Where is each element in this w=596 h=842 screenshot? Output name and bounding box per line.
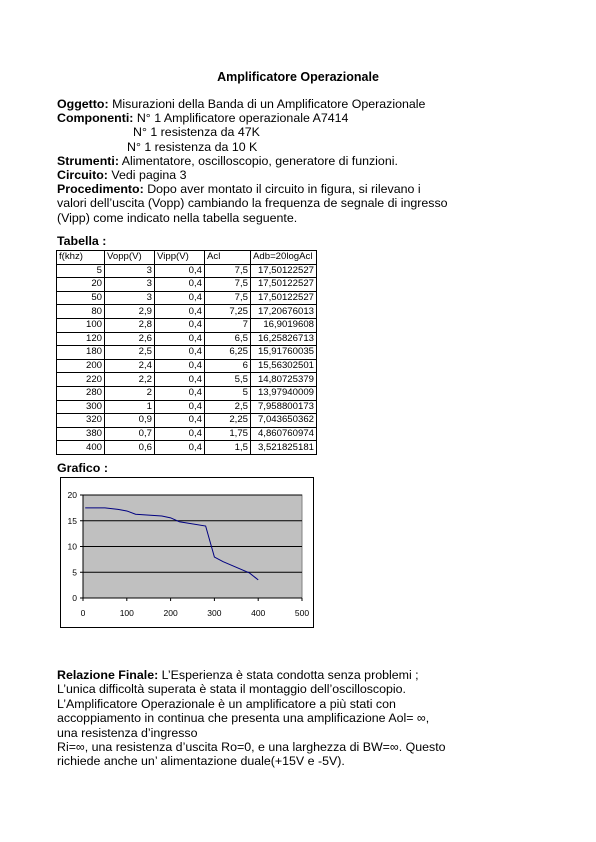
relazione-label: Relazione Finale: xyxy=(57,668,159,682)
circuito-line xyxy=(57,168,448,182)
table-cell: 5 xyxy=(205,386,251,400)
table-cell: 7,5 xyxy=(205,291,251,305)
table-cell: 7,25 xyxy=(205,305,251,319)
procedimento-line-3: (Vipp) come indicato nella tabella seguente. xyxy=(57,210,298,225)
table-row xyxy=(57,332,317,346)
table-cell: 0,4 xyxy=(155,332,205,346)
x-tick-label: 0 xyxy=(80,608,86,618)
table-cell: 120 xyxy=(57,332,105,346)
table-cell: 2,25 xyxy=(205,414,251,428)
y-tick-label: 5 xyxy=(72,567,77,578)
table-cell: 7,5 xyxy=(205,264,251,278)
table-cell: 50 xyxy=(57,291,105,305)
table-cell: 0,4 xyxy=(155,305,205,319)
table-cell: 16,25826713 xyxy=(251,332,317,346)
circuito-text: Vedi pagina 3 xyxy=(107,168,187,183)
relazione-line-1: L’unica difficoltà superata è stata il montaggio dell’oscilloscopio. xyxy=(57,682,406,697)
table-cell: 0,7 xyxy=(105,427,155,441)
table-cell: 3 xyxy=(105,291,155,305)
table-cell: 17,50122527 xyxy=(251,264,317,278)
table-cell: 80 xyxy=(57,305,105,319)
table-cell: 0,4 xyxy=(155,264,205,278)
table-row xyxy=(57,427,317,441)
table-cell: 1,75 xyxy=(205,427,251,441)
table-cell: 6 xyxy=(205,359,251,373)
table-cell: 2,4 xyxy=(105,359,155,373)
table-cell: 180 xyxy=(57,346,105,360)
table-row xyxy=(57,291,317,305)
header-section xyxy=(57,97,448,225)
procedimento-label: Procedimento: xyxy=(57,182,144,197)
table-cell: 16,9019608 xyxy=(251,318,317,332)
table-cell: 0,4 xyxy=(155,278,205,292)
table-cell: 0,4 xyxy=(155,386,205,400)
table-cell: 0,4 xyxy=(155,359,205,373)
x-tick-label: 300 xyxy=(207,608,222,618)
table-cell: 200 xyxy=(57,359,105,373)
table-header-cell: Vipp(V) xyxy=(155,251,205,265)
strumenti-label: Strumenti: xyxy=(57,153,119,168)
x-tick-label: 400 xyxy=(251,608,266,618)
relazione-line-6: richiede anche un’ alimentazione duale(+15V e -5V). xyxy=(57,754,345,769)
table-cell: 4,860760974 xyxy=(251,427,317,441)
procedimento-text: Dopo aver montato il circuito in figura, si rilevano i xyxy=(143,182,421,197)
x-tick-label: 200 xyxy=(163,608,178,618)
componenti-text: N° 1 Amplificatore operazionale A7414 xyxy=(133,111,349,126)
table-cell: 17,20676013 xyxy=(251,305,317,319)
table-cell: 2 xyxy=(105,386,155,400)
relazione-line-3: accoppiamento in continua che presenta una amplificazione Aol= ∞, xyxy=(57,711,430,726)
oggetto-line xyxy=(57,97,448,111)
table-cell: 400 xyxy=(57,441,105,455)
relazione-line xyxy=(57,668,446,682)
circuito-label: Circuito: xyxy=(57,168,108,183)
relazione-line-2: L’Amplificatore Operazionale è un amplificatore a più stati con xyxy=(57,696,396,711)
table-cell: 0,4 xyxy=(155,346,205,360)
table-row xyxy=(57,386,317,400)
table-cell: 0,9 xyxy=(105,414,155,428)
table-cell: 15,91760035 xyxy=(251,346,317,360)
table-row xyxy=(57,441,317,455)
table-cell: 13,97940009 xyxy=(251,386,317,400)
table-cell: 7,958800173 xyxy=(251,400,317,414)
table-cell: 5,5 xyxy=(205,373,251,387)
componenti-line xyxy=(57,111,448,125)
table-cell: 280 xyxy=(57,386,105,400)
table-cell: 2,6 xyxy=(105,332,155,346)
table-row xyxy=(57,346,317,360)
table-cell: 14,80725379 xyxy=(251,373,317,387)
table-cell: 0,6 xyxy=(105,441,155,455)
table-cell: 0,4 xyxy=(155,441,205,455)
table-cell: 2,8 xyxy=(105,318,155,332)
table-row xyxy=(57,264,317,278)
table-cell: 220 xyxy=(57,373,105,387)
chart-container xyxy=(60,477,314,628)
table-row xyxy=(57,305,317,319)
table-row xyxy=(57,359,317,373)
table-cell: 2,5 xyxy=(205,400,251,414)
table-row xyxy=(57,278,317,292)
table-cell: 0,4 xyxy=(155,318,205,332)
table-cell: 7 xyxy=(205,318,251,332)
x-tick-label: 100 xyxy=(119,608,134,618)
table-cell: 100 xyxy=(57,318,105,332)
componenti-line-2: N° 1 resistenza da 47K xyxy=(133,125,260,140)
table-cell: 1,5 xyxy=(205,441,251,455)
x-tick-label: 500 xyxy=(294,608,310,618)
table-cell: 380 xyxy=(57,427,105,441)
data-table xyxy=(56,250,317,455)
table-cell: 17,50122527 xyxy=(251,278,317,292)
procedimento-line-2: valori dell’uscita (Vopp) cambiando la frequenza de segnale di ingresso xyxy=(57,196,448,211)
strumenti-line xyxy=(57,154,448,168)
table-cell: 0,4 xyxy=(155,427,205,441)
grafico-label: Grafico : xyxy=(57,461,108,475)
table-row xyxy=(57,318,317,332)
componenti-label: Componenti: xyxy=(57,111,134,126)
table-row xyxy=(57,400,317,414)
page-title: Amplificatore Operazionale xyxy=(217,70,379,84)
relazione-line-4: una resistenza d’ingresso xyxy=(57,725,198,740)
table-cell: 17,50122527 xyxy=(251,291,317,305)
table-cell: 2,2 xyxy=(105,373,155,387)
table-cell: 7,043650362 xyxy=(251,414,317,428)
relazione-text: L’Esperienza è stata condotta senza problemi ; xyxy=(158,668,419,682)
table-cell: 320 xyxy=(57,414,105,428)
table-cell: 2,9 xyxy=(105,305,155,319)
table-header-cell: Vopp(V) xyxy=(105,251,155,265)
oggetto-text: Misurazioni della Banda di un Amplificatore Operazionale xyxy=(108,97,426,111)
table-cell: 15,56302501 xyxy=(251,359,317,373)
table-cell: 0,4 xyxy=(155,373,205,387)
table-header-cell: f(khz) xyxy=(57,251,105,265)
relazione-line-5: Ri=∞, una resistenza d’uscita Ro=0, e una larghezza di BW=∞. Questo xyxy=(57,740,446,755)
table-cell: 300 xyxy=(57,400,105,414)
y-tick-label: 20 xyxy=(67,490,77,500)
table-header-cell: Acl xyxy=(205,251,251,265)
line-chart xyxy=(61,478,315,629)
y-tick-label: 10 xyxy=(67,541,77,552)
table-header-cell: Adb=20logAcl xyxy=(251,251,317,265)
table-cell: 5 xyxy=(57,264,105,278)
table-cell: 3 xyxy=(105,278,155,292)
relazione-section xyxy=(57,668,446,769)
procedimento-line xyxy=(57,182,448,196)
table-cell: 0,4 xyxy=(155,414,205,428)
table-cell: 2,5 xyxy=(105,346,155,360)
table-cell: 0,4 xyxy=(155,291,205,305)
table-cell: 6,5 xyxy=(205,332,251,346)
table-cell: 20 xyxy=(57,278,105,292)
table-cell: 1 xyxy=(105,400,155,414)
table-cell: 3 xyxy=(105,264,155,278)
y-tick-label: 0 xyxy=(72,593,77,603)
componenti-line-3: N° 1 resistenza da 10 K xyxy=(127,139,258,154)
table-cell: 3,521825181 xyxy=(251,441,317,455)
strumenti-text: Alimentatore, oscilloscopio, generatore di funzioni. xyxy=(118,153,398,168)
table-row xyxy=(57,414,317,428)
table-row xyxy=(57,373,317,387)
table-header-row xyxy=(57,251,317,265)
table-cell: 7,5 xyxy=(205,278,251,292)
oggetto-label: Oggetto: xyxy=(57,97,109,111)
table-cell: 0,4 xyxy=(155,400,205,414)
table-cell: 6,25 xyxy=(205,346,251,360)
y-tick-label: 15 xyxy=(67,515,77,526)
tabella-label: Tabella : xyxy=(57,234,107,248)
